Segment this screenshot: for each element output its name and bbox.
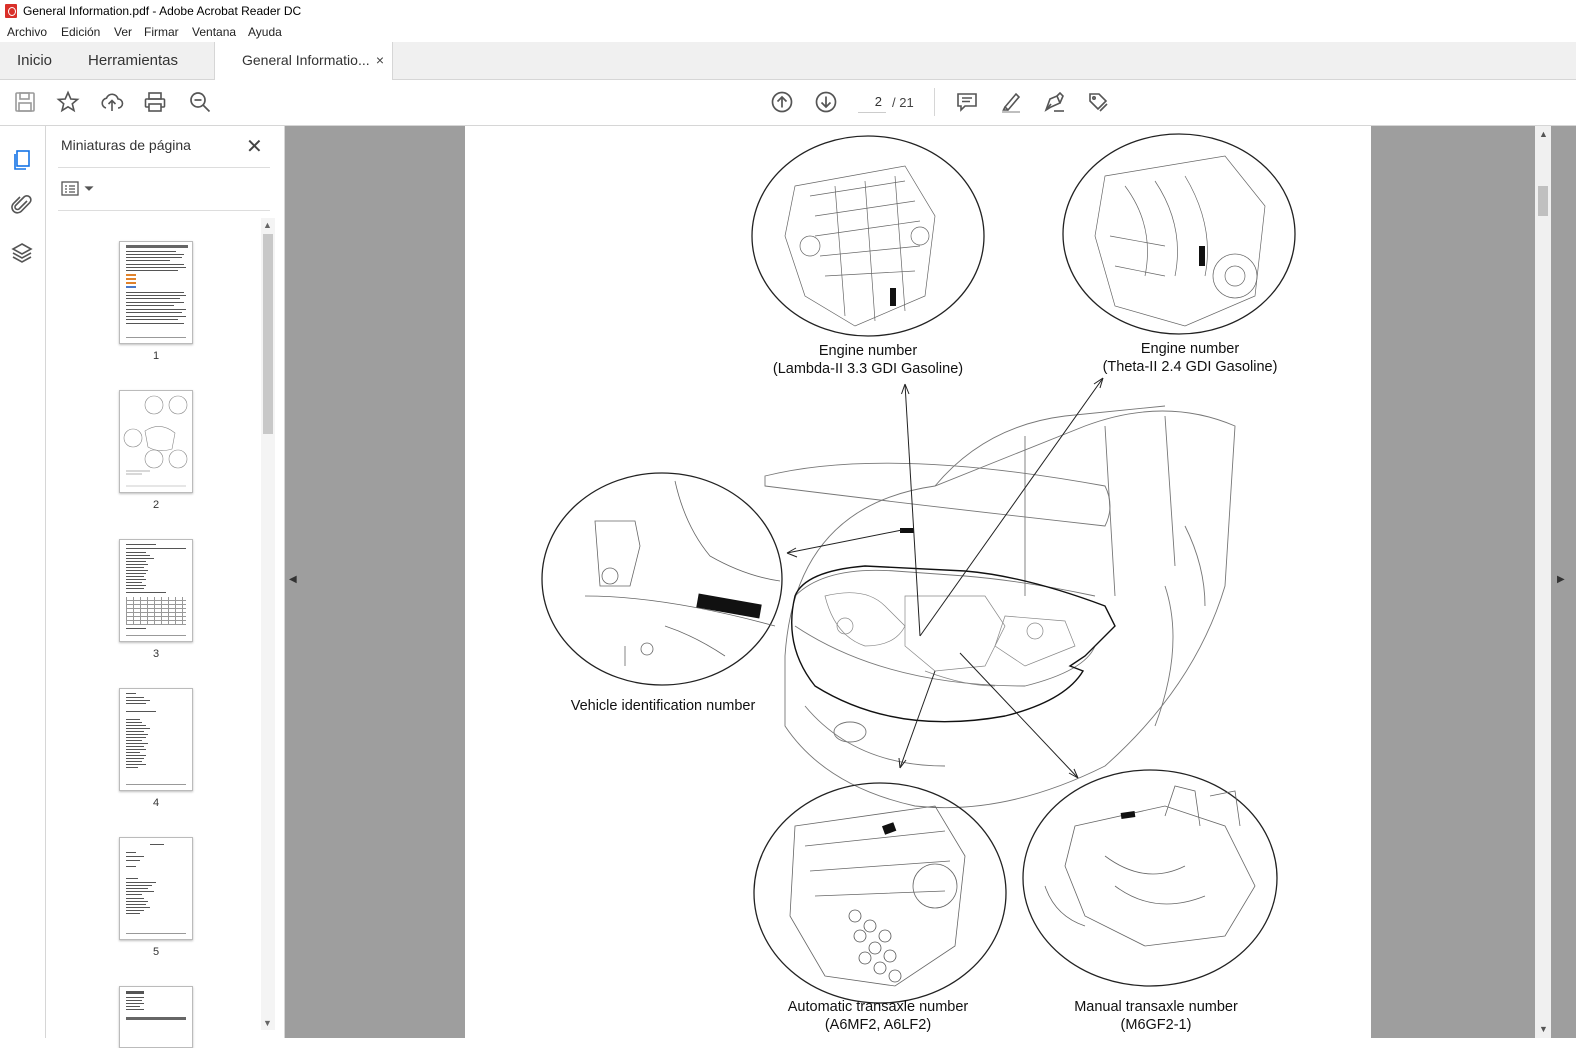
caption-auto-trans-model: (A6MF2, A6LF2)	[824, 1017, 932, 1033]
thumbnail-label: 1	[152, 350, 160, 362]
scroll-up-arrow-icon[interactable]: ▲	[263, 220, 272, 230]
tab-document[interactable]	[214, 42, 393, 80]
left-rail	[0, 126, 46, 1038]
scrollbar-thumb[interactable]	[263, 234, 273, 434]
page-thumbnail-4[interactable]	[119, 688, 193, 791]
scrollbar-thumb[interactable]	[1538, 186, 1548, 216]
page-thumbnail-5[interactable]	[119, 837, 193, 940]
menu-bar	[0, 22, 1576, 42]
scroll-down-arrow-icon[interactable]: ▼	[263, 1018, 272, 1028]
page-thumbnails-icon[interactable]	[10, 148, 34, 172]
caption-auto-trans-title: Automatic transaxle number	[787, 999, 969, 1015]
thumbnail-label: 5	[152, 946, 160, 958]
thumbnail-label: 2	[152, 499, 160, 511]
tab-document-label: General Informatio...	[242, 52, 370, 68]
menu-ventana[interactable]: Ventana	[192, 25, 237, 39]
panel-close-icon[interactable]: ✕	[246, 136, 263, 158]
save-icon[interactable]	[13, 90, 37, 114]
comment-icon[interactable]	[955, 90, 979, 114]
caption-vin: Vehicle identification number	[570, 698, 756, 714]
fill-sign-icon[interactable]	[1086, 90, 1110, 114]
page-thumbnail-6[interactable]	[119, 986, 193, 1048]
menu-archivo[interactable]: Archivo	[7, 25, 48, 39]
next-page-icon[interactable]	[814, 90, 838, 114]
caption-engine-lambda-model: (Lambda-II 3.3 GDI Gasoline)	[772, 361, 964, 377]
layers-icon[interactable]	[10, 241, 34, 265]
engine-lambda-callout	[752, 136, 984, 336]
panel-divider	[58, 167, 270, 168]
thumbnail-options-button[interactable]	[61, 181, 101, 197]
thumbnails-panel	[46, 126, 285, 1038]
vehicle-illustration	[765, 406, 1235, 808]
tab-bar	[0, 42, 1576, 80]
panel-divider	[58, 210, 270, 211]
collapse-left-panel-icon[interactable]: ◀	[289, 574, 297, 585]
upload-cloud-icon[interactable]	[100, 90, 124, 114]
vin-callout	[542, 473, 782, 685]
expand-right-panel-icon[interactable]: ▶	[1557, 574, 1565, 585]
window-title: General Information.pdf - Adobe Acrobat Reader DC	[23, 4, 302, 18]
thumbnail-label: 4	[152, 797, 160, 809]
page-number-input[interactable]	[858, 91, 886, 113]
toolbar	[0, 80, 1576, 126]
highlight-pen-icon[interactable]	[999, 90, 1023, 114]
pdf-page	[465, 126, 1371, 1038]
manual-transaxle-callout	[1023, 770, 1277, 986]
vin-marker	[900, 528, 914, 533]
scroll-up-arrow-icon[interactable]: ▲	[1539, 129, 1548, 139]
print-icon[interactable]	[143, 90, 167, 114]
sign-icon[interactable]	[1042, 90, 1066, 114]
panel-title: Miniaturas de página	[61, 137, 191, 153]
automatic-transaxle-callout	[754, 783, 1006, 1003]
caption-manual-trans-model: (M6GF2-1)	[1120, 1017, 1192, 1033]
scroll-down-arrow-icon[interactable]: ▼	[1539, 1024, 1548, 1034]
star-icon[interactable]	[56, 90, 80, 114]
page-thumbnail-2[interactable]	[119, 390, 193, 493]
tab-inicio[interactable]: Inicio	[17, 52, 53, 69]
acrobat-app-icon	[5, 4, 17, 18]
toolbar-divider	[934, 88, 935, 116]
tab-close-icon[interactable]: ×	[375, 52, 384, 68]
zoom-out-icon[interactable]	[188, 90, 212, 114]
menu-firmar[interactable]: Firmar	[144, 25, 179, 39]
previous-page-icon[interactable]	[770, 90, 794, 114]
caption-engine-theta-title: Engine number	[1140, 341, 1240, 357]
menu-ver[interactable]: Ver	[114, 25, 133, 39]
attachments-icon[interactable]	[10, 193, 34, 217]
document-view[interactable]	[285, 126, 1576, 1038]
tab-herramientas[interactable]: Herramientas	[88, 52, 179, 69]
caption-engine-theta-model: (Theta-II 2.4 GDI Gasoline)	[1102, 359, 1278, 375]
page-thumbnail-3[interactable]	[119, 539, 193, 642]
document-scrollbar[interactable]	[1535, 126, 1551, 1038]
thumbnail-label: 3	[152, 648, 160, 660]
caption-engine-lambda-title: Engine number	[818, 343, 918, 359]
caption-manual-trans-title: Manual transaxle number	[1074, 999, 1238, 1015]
page-thumbnail-1[interactable]	[119, 241, 193, 344]
thumbnails-scrollbar[interactable]	[261, 218, 275, 1030]
menu-edicion[interactable]: Edición	[61, 25, 101, 39]
title-bar	[0, 0, 1576, 22]
page-total: / 21	[892, 95, 914, 110]
menu-ayuda[interactable]: Ayuda	[248, 25, 282, 39]
